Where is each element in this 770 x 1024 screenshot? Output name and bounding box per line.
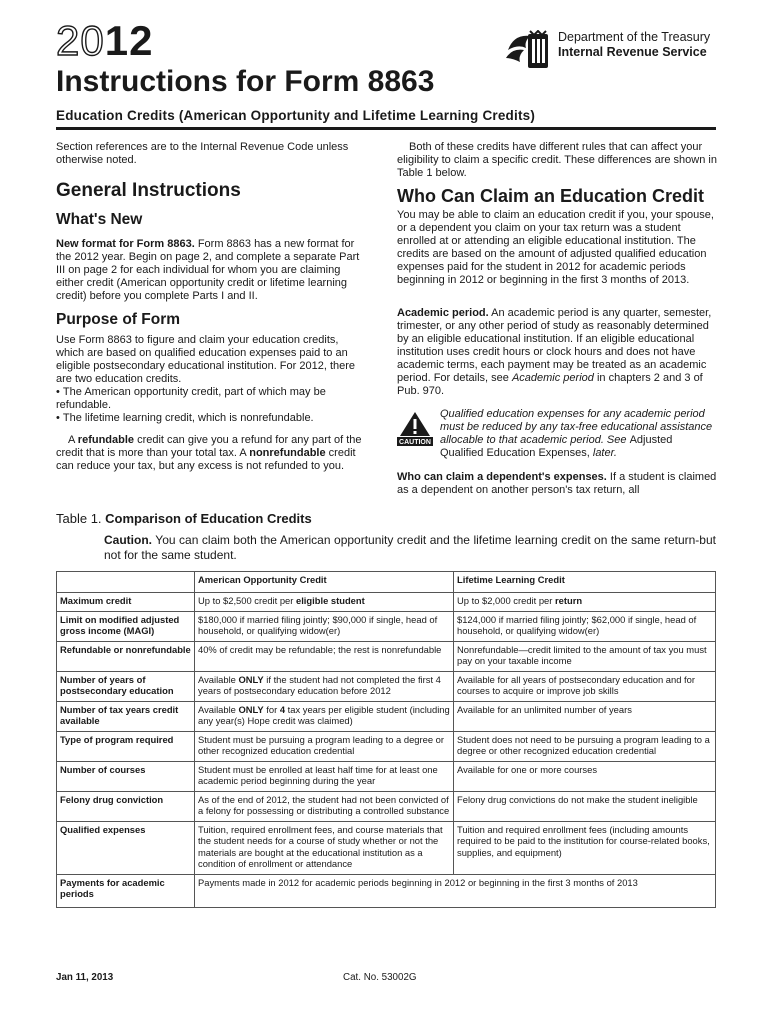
row-label: Number of tax years credit available xyxy=(57,701,195,731)
table-row xyxy=(57,701,716,731)
new-format-paragraph: New format for Form 8863. Form 8863 has a new format for the 2012 year. Begin on page 2, and complete a separate Part III on page 2 for each individual for whom you are claiming either credit (American opportunity credit or lifetime learning credit) before you complete Parts I and II. xyxy=(56,238,360,302)
comparison-table xyxy=(56,571,716,908)
table-cell: Tuition, required enrollment fees, and course materials that the student needs for a course of study whether or not the materials are bought at the educational institution as a condition of enrollment or attendance xyxy=(195,821,454,874)
table-cell: Tuition and required enrollment fees (including amounts required to be paid to the institution for course-related books, supplies, and equipment) xyxy=(454,821,716,874)
purpose-paragraph: Use Form 8863 to figure and claim your education credits, which are based on qualified education expenses paid to an eligible postsecondary educational institution. For 2012, there are two education credits. xyxy=(56,334,356,385)
table-cell: Up to $2,500 credit per eligible student xyxy=(195,593,454,612)
who-can-claim-paragraph: You may be able to claim an education credit if you, your spouse, or a dependent you claim on your tax return was a student enrolled at or attending an eligible educational institution. The credits are based on the amount of adjusted qualified education expenses paid for the student in 2012 for academic periods beginning in 2012 or beginning in the first 3 months of 2013. xyxy=(397,209,714,286)
page-title: Instructions for Form 8863 xyxy=(56,65,435,98)
agency-irs: Internal Revenue Service xyxy=(558,45,707,59)
credits-differ-paragraph: Both of these credits have different rules that can affect your eligibility to claim a specific credit. These differences are shown in Table 1 below. xyxy=(397,141,717,179)
table-row xyxy=(57,821,716,874)
row-label: Number of years of postsecondary education xyxy=(57,671,195,701)
table-row xyxy=(57,611,716,641)
table-cell: Available for one or more courses xyxy=(454,761,716,791)
table-cell: Nonrefundable—credit limited to the amount of tax you must pay on your taxable income xyxy=(454,641,716,671)
row-label: Number of courses xyxy=(57,761,195,791)
table-cell: Student does not need to be pursuing a program leading to a degree or other recognized education credential xyxy=(454,731,716,761)
page-subtitle: Education Credits (American Opportunity and Lifetime Learning Credits) xyxy=(56,108,536,123)
table-cell: Available ONLY if the student had not completed the first 4 years of postsecondary education before 2012 xyxy=(195,671,454,701)
table-cell: Student must be enrolled at least half time for at least one academic period beginning during the year xyxy=(195,761,454,791)
table-row xyxy=(57,641,716,671)
table-cell: As of the end of 2012, the student had not been convicted of a felony for possessing or distributing a controlled substance xyxy=(195,791,454,821)
table-title: Table 1. Comparison of Education Credits xyxy=(56,511,312,526)
refundable-paragraph: A refundable credit can give you a refund for any part of the credit that is more than your total tax. A nonrefundable credit can reduce your tax, but any excess is not refunded to you. xyxy=(56,434,362,472)
form-year: 2012 xyxy=(56,17,154,64)
table-row xyxy=(57,874,716,907)
table-row xyxy=(57,671,716,701)
dependent-expenses-paragraph: Who can claim a dependent's expenses. If a student is claimed as a dependent on another person's tax return, all xyxy=(397,471,717,496)
table-cell: Felony drug convictions do not make the student ineligible xyxy=(454,791,716,821)
table-cell: Available for an unlimited number of years xyxy=(454,701,716,731)
table-header-cell: American Opportunity Credit xyxy=(195,572,454,593)
row-label: Qualified expenses xyxy=(57,821,195,874)
footer-catalog-number: Cat. No. 53002G xyxy=(343,972,417,983)
irs-eagle-logo-icon xyxy=(504,30,554,72)
academic-period-paragraph: Academic period. An academic period is any quarter, semester, trimester, or any other period of study as reasonably determined by an eligible educational institution. If an eligible educational institution uses credit hours or clock hours and does not have academic terms, each payment may be treated as an academic period. For details, see Academic period in chapters 2 and 3 of Pub. 970. xyxy=(397,307,712,397)
table-caution: Caution. You can claim both the American opportunity credit and the lifetime learning credit on the same return-but not for the same student. xyxy=(104,533,716,562)
table-cell: Student must be pursuing a program leading to a degree or other recognized education credential xyxy=(195,731,454,761)
caution-label: CAUTION xyxy=(399,439,431,446)
bullet-american-opportunity: • The American opportunity credit, part of which may be refundable. xyxy=(56,386,326,411)
table-row xyxy=(57,761,716,791)
table-cell: 40% of credit may be refundable; the rest is nonrefundable xyxy=(195,641,454,671)
table-header-cell: Lifetime Learning Credit xyxy=(454,572,716,593)
table-cell: Payments made in 2012 for academic periods beginning in 2012 or beginning in the first 3 months of 2013 xyxy=(195,874,716,907)
title-rule xyxy=(56,127,716,130)
footer-date: Jan 11, 2013 xyxy=(56,972,114,983)
bullet-icon: • xyxy=(56,412,63,424)
bullet-lifetime-learning: • The lifetime learning credit, which is nonrefundable. xyxy=(56,412,314,424)
row-label: Limit on modified adjusted gross income (MAGI) xyxy=(57,611,195,641)
purpose-heading: Purpose of Form xyxy=(56,311,181,328)
caution-icon xyxy=(397,410,433,446)
bullet-icon: • xyxy=(56,386,63,398)
row-label: Refundable or nonrefundable xyxy=(57,641,195,671)
table-header-cell xyxy=(57,572,195,593)
general-instructions-heading: General Instructions xyxy=(56,180,241,201)
agency-block xyxy=(558,30,710,60)
row-label: Maximum credit xyxy=(57,593,195,612)
table-row xyxy=(57,593,716,612)
agency-department: Department of the Treasury xyxy=(558,30,711,44)
table-row xyxy=(57,791,716,821)
caution-note-paragraph: Qualified education expenses for any academic period must be reduced by any tax-free educational assistance allocable to that academic period. See Adjusted Qualified Education Expenses, later. xyxy=(440,408,713,459)
whats-new-heading: What's New xyxy=(56,211,143,228)
who-can-claim-heading: Who Can Claim an Education Credit xyxy=(397,186,705,206)
row-label: Payments for academic periods xyxy=(57,874,195,907)
table-cell: Available for all years of postsecondary education and for courses to acquire or improve job skills xyxy=(454,671,716,701)
row-label: Felony drug conviction xyxy=(57,791,195,821)
intro-text: Section references are to the Internal Revenue Code unless otherwise noted. xyxy=(56,141,349,166)
table-cell: $180,000 if married filing jointly; $90,000 if single, head of household, or qualifying widow(er) xyxy=(195,611,454,641)
table-cell: $124,000 if married filing jointly; $62,000 if single, head of household, or qualifying widow(er) xyxy=(454,611,716,641)
table-header-row xyxy=(57,572,716,593)
table-cell: Available ONLY for 4 tax years per eligible student (including any year(s) Hope credit was claimed) xyxy=(195,701,454,731)
table-row xyxy=(57,731,716,761)
table-cell: Up to $2,000 credit per return xyxy=(454,593,716,612)
row-label: Type of program required xyxy=(57,731,195,761)
